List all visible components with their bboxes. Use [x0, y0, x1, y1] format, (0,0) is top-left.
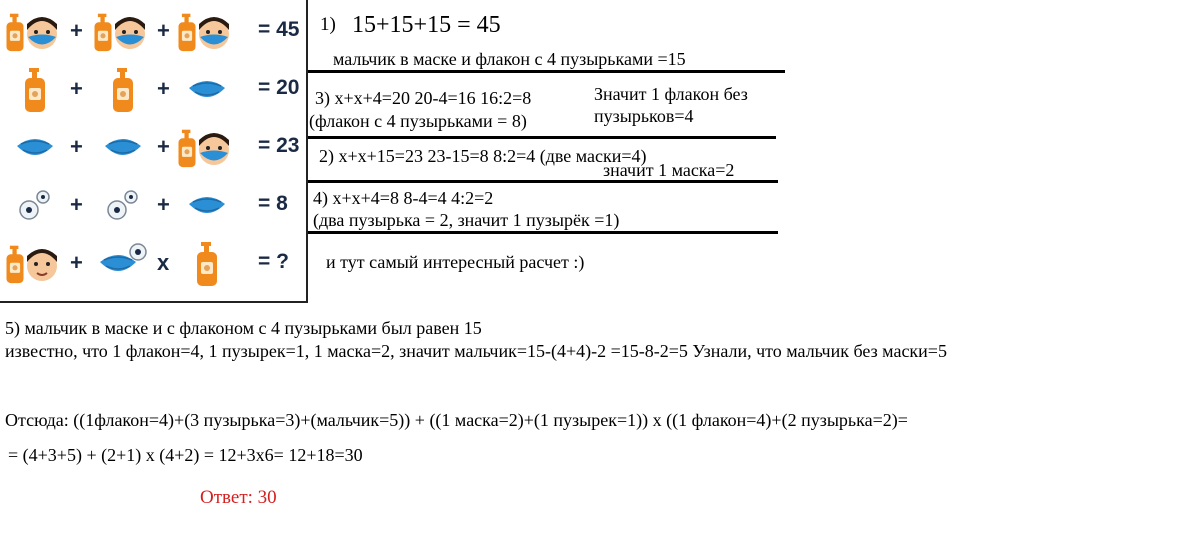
bottle-icon	[187, 240, 227, 293]
puzzle-row	[0, 64, 306, 124]
operator-symbol: +	[70, 250, 83, 275]
mask-icon	[187, 182, 227, 235]
bottle-icon	[103, 66, 143, 119]
step3-equation: 3) x+x+4=20 20-4=16 16:2=8	[315, 88, 532, 108]
step2-equation: 2) x+x+15=23 23-15=8 8:2=4 (две маски=4)	[319, 146, 647, 166]
step4-paren: (два пузырька = 2, значит 1 пузырёк =1)	[313, 210, 620, 230]
puzzle-row	[0, 6, 306, 66]
operator-symbol: +	[157, 76, 170, 101]
puzzle-row	[0, 238, 306, 298]
calculation-line: = (4+3+5) + (2+1) x (4+2) = 12+3x6= 12+18=30	[8, 445, 363, 465]
divider-4	[308, 231, 778, 234]
operator-symbol: +	[70, 192, 83, 217]
mask-icon	[103, 124, 143, 177]
row-result: = 23	[258, 134, 300, 157]
step3-side-line1: Значит 1 флакон без	[594, 84, 748, 104]
step3-side-line2: пузырьков=4	[594, 106, 694, 126]
puzzle-image	[0, 0, 308, 303]
mask-icon	[15, 124, 55, 177]
row-result: = 20	[258, 76, 300, 99]
step1-equation: 15+15+15 = 45	[352, 12, 501, 38]
row-result: = ?	[258, 250, 289, 273]
divider-1	[308, 70, 785, 73]
puzzle-row	[0, 180, 306, 240]
step5-line2: известно, что 1 флакон=4, 1 пузырек=1, 1 маска=2, значит мальчик=15-(4+4)-2 =15-8-2=5 Узнали, что мальчик без маски=5	[5, 341, 947, 361]
divider-2	[308, 136, 776, 139]
row-result: = 8	[258, 192, 288, 215]
boy-mask-bottle-icon	[92, 8, 154, 61]
boy-mask-bottle-icon	[176, 8, 238, 61]
mask-icon	[187, 66, 227, 119]
boy-bottle-icon	[4, 240, 66, 293]
step2-side: значит 1 маска=2	[603, 160, 735, 180]
interesting-note: и тут самый интересный расчет :)	[326, 252, 585, 272]
answer: Ответ: 30	[200, 487, 277, 508]
bubbles-icon	[15, 182, 55, 235]
operator-symbol: +	[70, 76, 83, 101]
otsyuda-line: Отсюда: ((1флакон=4)+(3 пузырька=3)+(мальчик=5)) + ((1 маска=2)+(1 пузырек=1)) x ((1 флакон=4)+(2 пузырька=2)=	[5, 410, 908, 430]
bottle-icon	[15, 66, 55, 119]
boy-mask-bottle-icon	[176, 124, 238, 177]
operator-symbol: +	[157, 192, 170, 217]
step5-line1: 5) мальчик в маске и с флаконом с 4 пузырьками был равен 15	[5, 318, 482, 338]
operator-symbol: +	[70, 134, 83, 159]
mask-bubble-icon	[98, 240, 148, 293]
step3-paren: (флакон с 4 пузырьками = 8)	[309, 111, 527, 131]
bubbles-icon	[103, 182, 143, 235]
boy-mask-bottle-icon	[4, 8, 66, 61]
step4-equation: 4) x+x+4=8 8-4=4 4:2=2	[313, 188, 494, 208]
operator-symbol: +	[70, 18, 83, 43]
step1-number: 1)	[320, 14, 336, 35]
row-result: = 45	[258, 18, 300, 41]
operator-symbol: +	[157, 134, 170, 159]
step1-text: мальчик в маске и флакон с 4 пузырьками =15	[333, 49, 686, 69]
operator-symbol: x	[157, 250, 170, 275]
puzzle-row	[0, 122, 306, 182]
operator-symbol: +	[157, 18, 170, 43]
divider-3	[308, 180, 778, 183]
